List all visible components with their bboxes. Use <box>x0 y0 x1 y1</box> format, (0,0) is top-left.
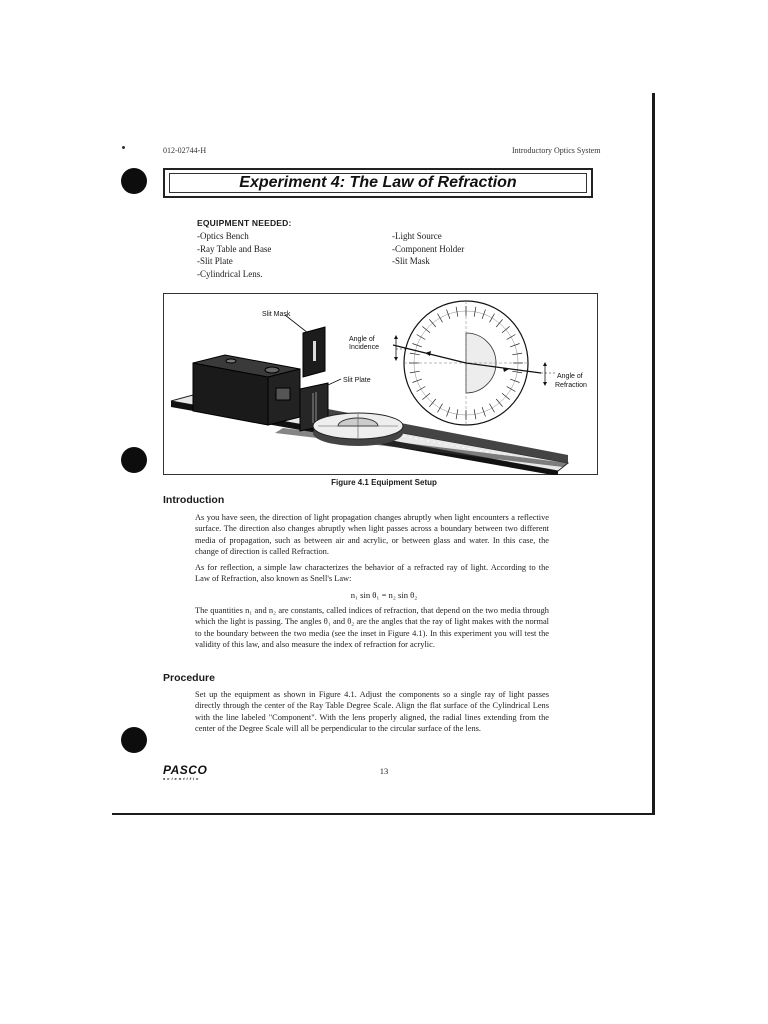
experiment-title-box <box>163 168 593 198</box>
procedure-heading: Procedure <box>163 672 215 684</box>
light-source <box>193 355 300 425</box>
scan-speck <box>122 146 125 149</box>
refraction-callout <box>541 362 555 386</box>
punch-hole-middle <box>121 447 147 473</box>
label-angle-of-incidence-2: Incidence <box>349 344 379 351</box>
page-edge-bottom <box>112 813 655 815</box>
intro-paragraph-1: As you have seen, the direction of light propagation changes abruptly when light encounters a reflective surface. The direction also changes abruptly when light passes across a boundary between two different media of propagation, such as between air and acrylic, or between glass and water. In this case, the change of direction is called Refraction. <box>195 513 549 557</box>
label-angle-of-refraction-1: Angle of <box>557 373 583 380</box>
label-angle-of-refraction-2: Refraction <box>555 382 587 389</box>
experiment-title: Experiment 4: The Law of Refraction <box>239 174 517 191</box>
page-number: 13 <box>379 766 389 776</box>
punch-hole-bottom <box>121 727 147 753</box>
logo-wordmark: PASCO <box>163 763 208 777</box>
intro-paragraph-3: The quantities n₁ and n₂ are constants, called indices of refraction, that depend on the two media through which the light is passing. The angles θ₁ and θ₂ are the angles that the ray of light makes with the normal to the boundary between the two media (see the inset in Figure 4.1). In this experiment you will test the validity of this law, and also measure the index of refraction for acrylic. <box>195 606 549 650</box>
ray-table <box>313 413 403 446</box>
label-angle-of-incidence-1: Angle of <box>349 336 375 343</box>
snells-law-formula: n₁ sin θ₁ = n₂ sin θ₂ <box>350 590 418 600</box>
equipment-setup-illustration <box>163 293 598 475</box>
logo-subtext: scientific <box>163 776 201 781</box>
label-slit-mask: Slit Mask <box>262 311 291 318</box>
equipment-item: -Cylindrical Lens. <box>197 268 263 279</box>
equipment-item: -Optics Bench <box>197 231 249 241</box>
introduction-heading: Introduction <box>163 494 225 506</box>
intro-paragraph-2: As for reflection, a simple law characterizes the behavior of a refracted ray of light. According to the Law of Refraction, also known as Snell's Law: <box>195 563 549 584</box>
equipment-list-left <box>197 230 271 280</box>
procedure-paragraph: Set up the equipment as shown in Figure 4.1. Adjust the components so a single ray of light passes directly through the center of the Ray Table Degree Scale. Align the flat surface of the Cylindrical Lens with the line labeled "Component". With the lens properly aligned, the radial lines extending from the center of the Degree Scale will all be perpendicular to the circular surface of the lens. <box>195 690 549 734</box>
doc-code: 012-02744-H <box>163 146 207 155</box>
running-title: Introductory Optics System <box>512 146 601 155</box>
equipment-item: -Slit Plate <box>197 256 233 266</box>
equipment-item: -Light Source <box>392 231 442 241</box>
equipment-item: -Slit Mask <box>392 256 430 266</box>
page-edge-right <box>652 93 655 815</box>
equipment-item: -Ray Table and Base <box>197 243 272 254</box>
figure-caption: Figure 4.1 Equipment Setup <box>331 478 437 487</box>
punch-hole-top <box>121 168 147 194</box>
equipment-list-right <box>392 230 464 268</box>
equipment-item: -Component Holder <box>392 243 465 254</box>
label-slit-plate: Slit Plate <box>343 377 371 384</box>
equipment-heading: EQUIPMENT NEEDED: <box>197 218 292 228</box>
